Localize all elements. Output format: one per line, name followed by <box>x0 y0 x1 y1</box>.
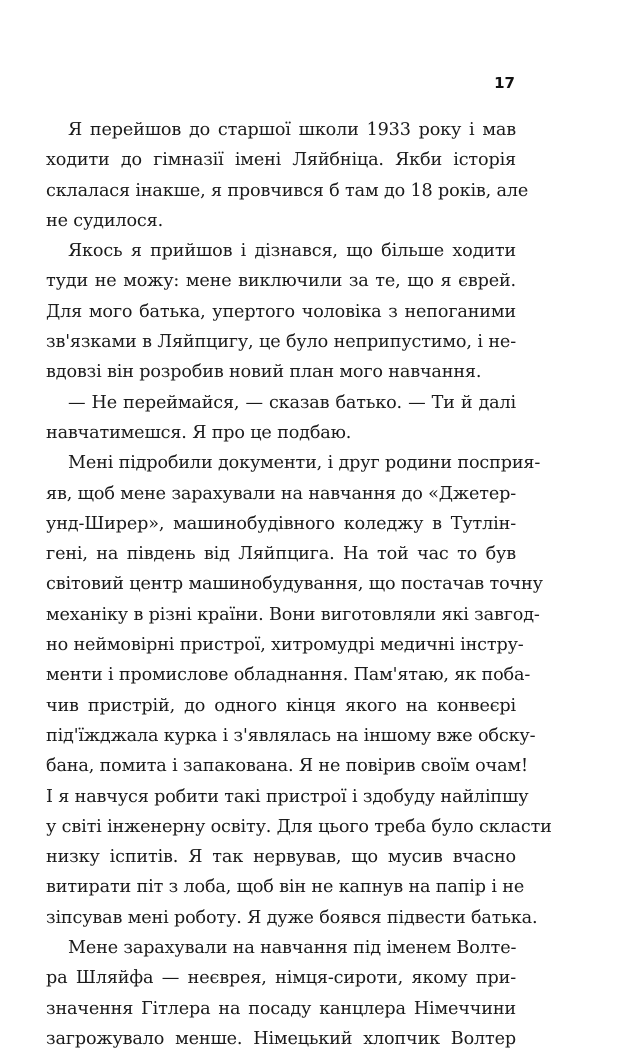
paragraph <box>46 448 552 933</box>
text-line: склалася інакше, я провчився б там до 18 років, але <box>46 180 529 201</box>
text-line: механіку в різні країни. Вони виготовляли які завгод- <box>46 604 540 625</box>
text-line: Мене зарахували на навчання під іменем Волте- <box>68 938 517 959</box>
body-text <box>46 115 552 1054</box>
text-line: яв, щоб мене зарахували на навчання до «Джетер- <box>46 483 516 504</box>
text-line: — Не переймайся, — сказав батько. — Ти й далі <box>68 392 516 413</box>
text-line: вдовзі він розробив новий план мого навчання. <box>46 362 482 383</box>
text-line: світовий центр машинобудування, що постачав точну <box>46 574 543 595</box>
page-number: 17 <box>494 74 515 92</box>
text-line: загрожувало менше. Німецький хлопчик Волтер <box>46 1028 516 1049</box>
text-line: І я навчуся робити такі пристрої і здобуду найліпшу <box>46 786 529 807</box>
text-line: чив пристрій, до одного кінця якого на конвеєрі <box>46 695 516 716</box>
text-line: унд-Ширер», машинобудівного коледжу в Тутлін- <box>46 513 516 534</box>
text-line: Я перейшов до старшої школи 1933 року і мав <box>68 120 516 140</box>
text-line: низку іспитів. Я так нервував, що мусив вчасно <box>46 847 516 868</box>
paragraph <box>46 388 516 449</box>
text-line: Для мого батька, упертого чоловіка з непоганими <box>46 301 516 322</box>
text-line: навчатимешся. Я про це подбаю. <box>46 422 352 443</box>
text-line: гені, на південь від Ляйпцига. На той час то був <box>46 544 516 565</box>
text-line: зіпсував мені роботу. Я дуже боявся підвести батька. <box>46 907 538 928</box>
paragraph <box>46 115 529 236</box>
text-line: у світі інженерну освіту. Для цього треба було скласти <box>46 816 552 837</box>
paragraph <box>46 933 516 1054</box>
text-line: під'їжджала курка і з'являлась на іншому вже обску- <box>46 725 536 746</box>
text-line: зв'язками в Ляйпцигу, це було неприпустимо, і не- <box>46 332 516 353</box>
text-line: но неймовірні пристрої, хитромудрі медичні інстру- <box>46 635 524 656</box>
text-line: ходити до гімназії імені Ляйбніца. Якби історія <box>46 150 516 171</box>
text-line: витирати піт з лоба, щоб він не капнув на папір і не <box>46 877 525 898</box>
text-line: значення Гітлера на посаду канцлера Німеччини <box>46 998 516 1019</box>
text-line: туди не можу: мене виключили за те, що я єврей. <box>46 271 516 292</box>
text-line: менти і промислове обладнання. Пам'ятаю, як поба- <box>46 665 531 686</box>
text-line: не судилося. <box>46 210 164 231</box>
paragraph <box>46 236 516 387</box>
text-line: бана, помита і запакована. Я не повірив своїм очам! <box>46 756 528 777</box>
text-line: Якось я прийшов і дізнався, що більше ходити <box>68 241 516 262</box>
text-line: ра Шляйфа — неєврея, німця-сироти, якому при- <box>46 968 516 989</box>
text-line: Мені підробили документи, і друг родини посприя- <box>68 453 541 474</box>
